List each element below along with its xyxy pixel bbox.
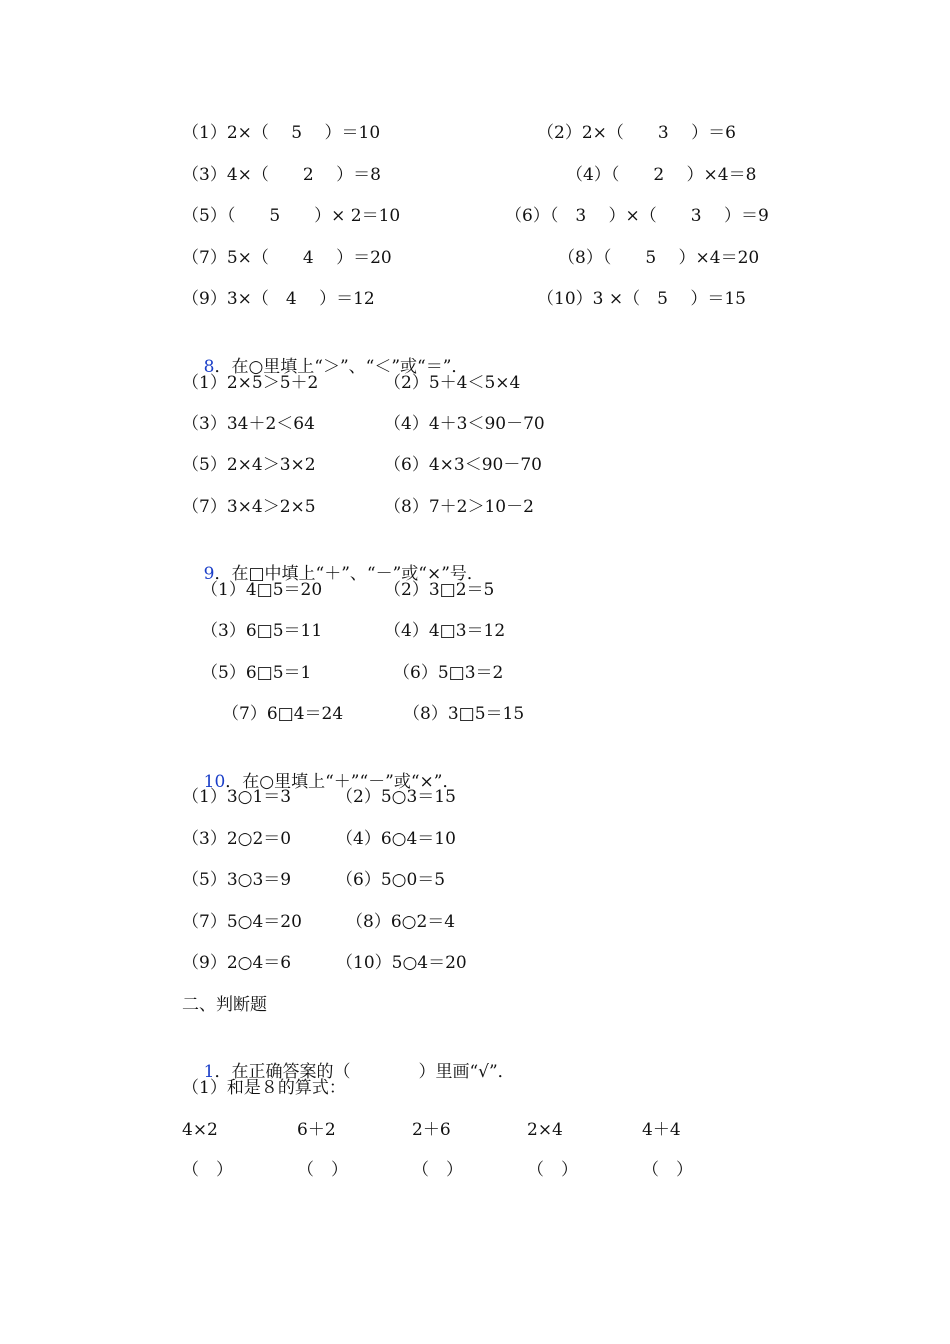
q10-row	[0, 784, 950, 810]
q8-item: （7）3×4＞2×5	[182, 497, 316, 517]
q7-row	[0, 162, 950, 188]
answer-blank[interactable]: （ ）	[412, 1160, 463, 1180]
q8-row	[0, 370, 950, 396]
option-expression: 2×4	[527, 1120, 563, 1140]
j1-subquestion: （1）和是８的算式：	[182, 1078, 346, 1098]
q8-item: （5）2×4＞3×2	[182, 455, 316, 475]
q7-row	[0, 245, 950, 271]
q9-text: ．在□中填上“＋”、“－”或“×”号．	[214, 564, 484, 584]
q10-item: （7）5○4＝20	[182, 912, 302, 932]
q10-item: （2）5○3＝15	[336, 787, 456, 807]
q8-text: ．在○里填上“＞”、“＜”或“＝”．	[214, 357, 469, 377]
q9-number: 9	[203, 564, 215, 584]
q8-item: （2）5＋4＜5×4	[384, 373, 521, 393]
q10-item: （8）6○2＝4	[346, 912, 456, 932]
q7-item: （7）5×（ 4 ）＝20	[182, 248, 392, 268]
q8-number: 8	[203, 357, 215, 377]
q7-row	[0, 203, 950, 229]
q9-row	[0, 577, 950, 603]
q7-item: （10）3 ×（ 5 ）＝15	[537, 289, 746, 309]
answer-blank[interactable]: （ ）	[297, 1160, 348, 1180]
q10-item: （5）3○3＝9	[182, 870, 292, 890]
q10-item: （9）2○4＝6	[182, 953, 292, 973]
j1-heading	[182, 1033, 515, 1082]
q8-row	[0, 452, 950, 478]
q9-item: （8）3□5＝15	[403, 704, 525, 724]
q9-row	[0, 660, 950, 686]
q8-row	[0, 494, 950, 520]
q10-item: （3）2○2＝0	[182, 829, 292, 849]
q9-item: （2）3□2＝5	[384, 580, 495, 600]
q10-row	[0, 909, 950, 935]
q8-heading	[182, 328, 469, 377]
section-title: 二、判断题	[182, 995, 267, 1015]
q10-item: （10）5○4＝20	[336, 953, 467, 973]
q7-item: （4）（ 2 ）×4＝8	[566, 165, 757, 185]
q7-item: （5）（ 5 ）× 2＝10	[182, 206, 401, 226]
q9-item: （1）4□5＝20	[201, 580, 323, 600]
q7-item: （3）4×（ 2 ）＝8	[182, 165, 381, 185]
q8-item: （1）2×5＞5＋2	[182, 373, 319, 393]
q7-item: （8）（ 5 ）×4＝20	[558, 248, 760, 268]
option-expression: 6＋2	[297, 1120, 336, 1140]
q9-item: （7）6□4＝24	[222, 704, 344, 724]
option-expression: 4＋4	[642, 1120, 681, 1140]
q10-heading	[182, 743, 460, 792]
q9-item: （6）5□3＝2	[393, 663, 504, 683]
q7-item: （6）（ 3 ）×（ 3 ）＝9	[505, 206, 769, 226]
q10-row	[0, 950, 950, 976]
q7-row	[0, 120, 950, 146]
answer-blank[interactable]: （ ）	[527, 1160, 578, 1180]
option-expression: 4×2	[182, 1120, 218, 1140]
q10-row	[0, 826, 950, 852]
q8-item: （4）4＋3＜90－70	[384, 414, 545, 434]
q10-item: （1）3○1＝3	[182, 787, 292, 807]
q7-item: （9）3×（ 4 ）＝12	[182, 289, 375, 309]
q10-row	[0, 867, 950, 893]
q8-item: （6）4×3＜90－70	[384, 455, 542, 475]
q7-item: （1）2×（ 5 ）＝10	[182, 123, 381, 143]
q10-item: （6）5○0＝5	[336, 870, 446, 890]
j1-blanks-row	[0, 1157, 950, 1183]
q10-item: （4）6○4＝10	[336, 829, 456, 849]
q9-item: （3）6□5＝11	[201, 621, 323, 641]
q10-number: 10	[203, 772, 226, 792]
q9-heading	[182, 535, 484, 584]
q7-row	[0, 286, 950, 312]
q8-item: （8）7＋2＞10－2	[384, 497, 534, 517]
q8-row	[0, 411, 950, 437]
q9-row	[0, 618, 950, 644]
answer-blank[interactable]: （ ）	[642, 1160, 693, 1180]
q9-row	[0, 701, 950, 727]
answer-blank[interactable]: （ ）	[182, 1160, 233, 1180]
q9-item: （5）6□5＝1	[201, 663, 312, 683]
q8-item: （3）34＋2＜64	[182, 414, 315, 434]
q9-item: （4）4□3＝12	[384, 621, 506, 641]
option-expression: 2＋6	[412, 1120, 451, 1140]
q7-item: （2）2×（ 3 ）＝6	[537, 123, 736, 143]
j1-text: ．在正确答案的（ ）里画“√”．	[214, 1062, 515, 1082]
q10-text: ．在○里填上“＋”“－”或“×”．	[225, 772, 460, 792]
j1-number: 1	[203, 1062, 215, 1082]
j1-options-row	[0, 1117, 950, 1143]
